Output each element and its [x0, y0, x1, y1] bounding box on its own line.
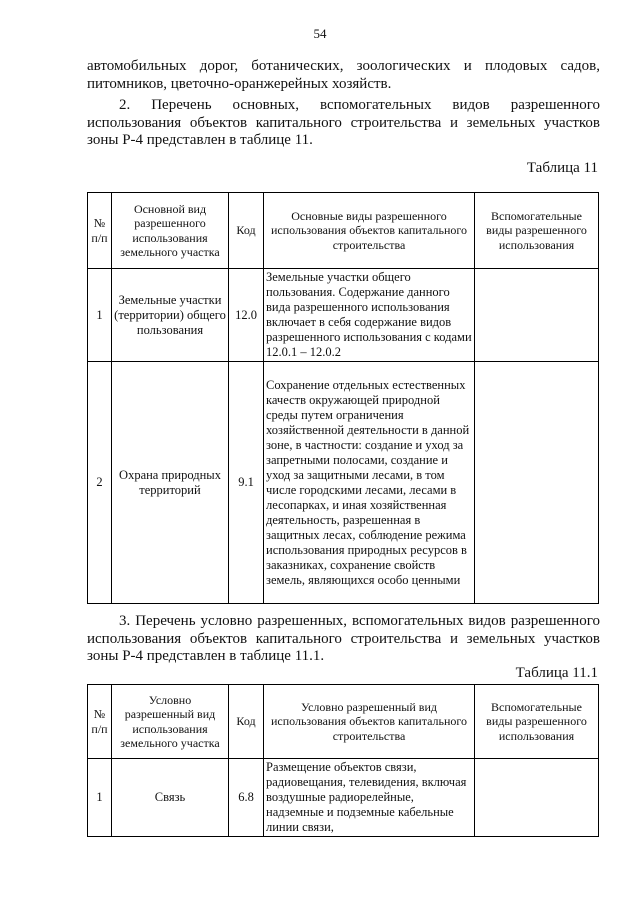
row-kind: Охрана природных территорий [112, 362, 229, 604]
table-11-1-header-num: № п/п [88, 685, 112, 759]
table-11-1-header-auxiliary: Вспомогательные виды разрешенного использования [475, 685, 599, 759]
table-11-1-header-row [88, 685, 599, 759]
table-11 [87, 192, 599, 604]
paragraph-3-text: 3. Перечень условно разрешенных, вспомогательных видов разрешенного использования объектов капитального строительства и земельных участков зоны Р-4 представлен в таблице 11.1. [87, 613, 600, 664]
table-row [88, 759, 599, 837]
table-row [88, 269, 599, 362]
table-11-1-header-code: Код [229, 685, 264, 759]
table-11-header-num: № п/п [88, 193, 112, 269]
paragraph-2 [87, 97, 600, 150]
paragraph-3 [87, 613, 600, 666]
row-description: Земельные участки общего пользования. Содержание данного вида разрешенного использования включает в себя содержание видов разрешенного использования с кодами 12.0.1 – 12.0.2 [264, 269, 475, 362]
table-11-1-header-kind: Условно разрешенный вид использования земельного участка [112, 685, 229, 759]
row-code: 6.8 [229, 759, 264, 837]
table-11-header-row [88, 193, 599, 269]
table-11-header-description: Основные виды разрешенного использования объектов капитального строительства [264, 193, 475, 269]
row-auxiliary [475, 362, 599, 604]
row-description: Размещение объектов связи, радиовещания, телевидения, включая воздушные радиорелейные, надземные и подземные кабельные линии связи, [264, 759, 475, 837]
paragraph-2-text: 2. Перечень основных, вспомогательных видов разрешенного использования объектов капитального строительства и земельных участков зоны Р-4 представлен в таблице 11. [87, 97, 600, 148]
table-11-header-auxiliary: Вспомогательные виды разрешенного использования [475, 193, 599, 269]
row-description: Сохранение отдельных естественных качеств окружающей природной среды путем ограничения хозяйственной деятельности в данной зоне, в частности: создание и уход за запретными полосами, создание и уход за защитными лесами, в том числе городскими лесами, лесами в лесопарках, и иная хозяйственная деятельность, разрешенная в защитных лесах, соблюдение режима использования природных ресурсов в заказниках, сохранение свойств земель, являющихся особо ценными [264, 362, 475, 604]
table-11-header-kind: Основной вид разрешенного использования земельного участка [112, 193, 229, 269]
table-row [88, 362, 599, 604]
table-11-1-caption: Таблица 11.1 [515, 665, 598, 681]
table-11-1-header-description: Условно разрешенный вид использования объектов капитального строительства [264, 685, 475, 759]
table-11-1 [87, 684, 599, 837]
table-11-header-code: Код [229, 193, 264, 269]
table-11-caption: Таблица 11 [526, 160, 598, 176]
row-auxiliary [475, 759, 599, 837]
row-code: 9.1 [229, 362, 264, 604]
row-num: 1 [88, 759, 112, 837]
row-num: 1 [88, 269, 112, 362]
page-number: 54 [313, 26, 327, 41]
row-kind: Земельные участки (территории) общего пользования [112, 269, 229, 362]
row-auxiliary [475, 269, 599, 362]
row-code: 12.0 [229, 269, 264, 362]
row-num: 2 [88, 362, 112, 604]
row-kind: Связь [112, 759, 229, 837]
intro-text: автомобильных дорог, ботанических, зоологических и плодовых садов, питомников, цветочно-оранжерейных хозяйств. [87, 58, 600, 92]
intro-paragraph [87, 58, 600, 93]
